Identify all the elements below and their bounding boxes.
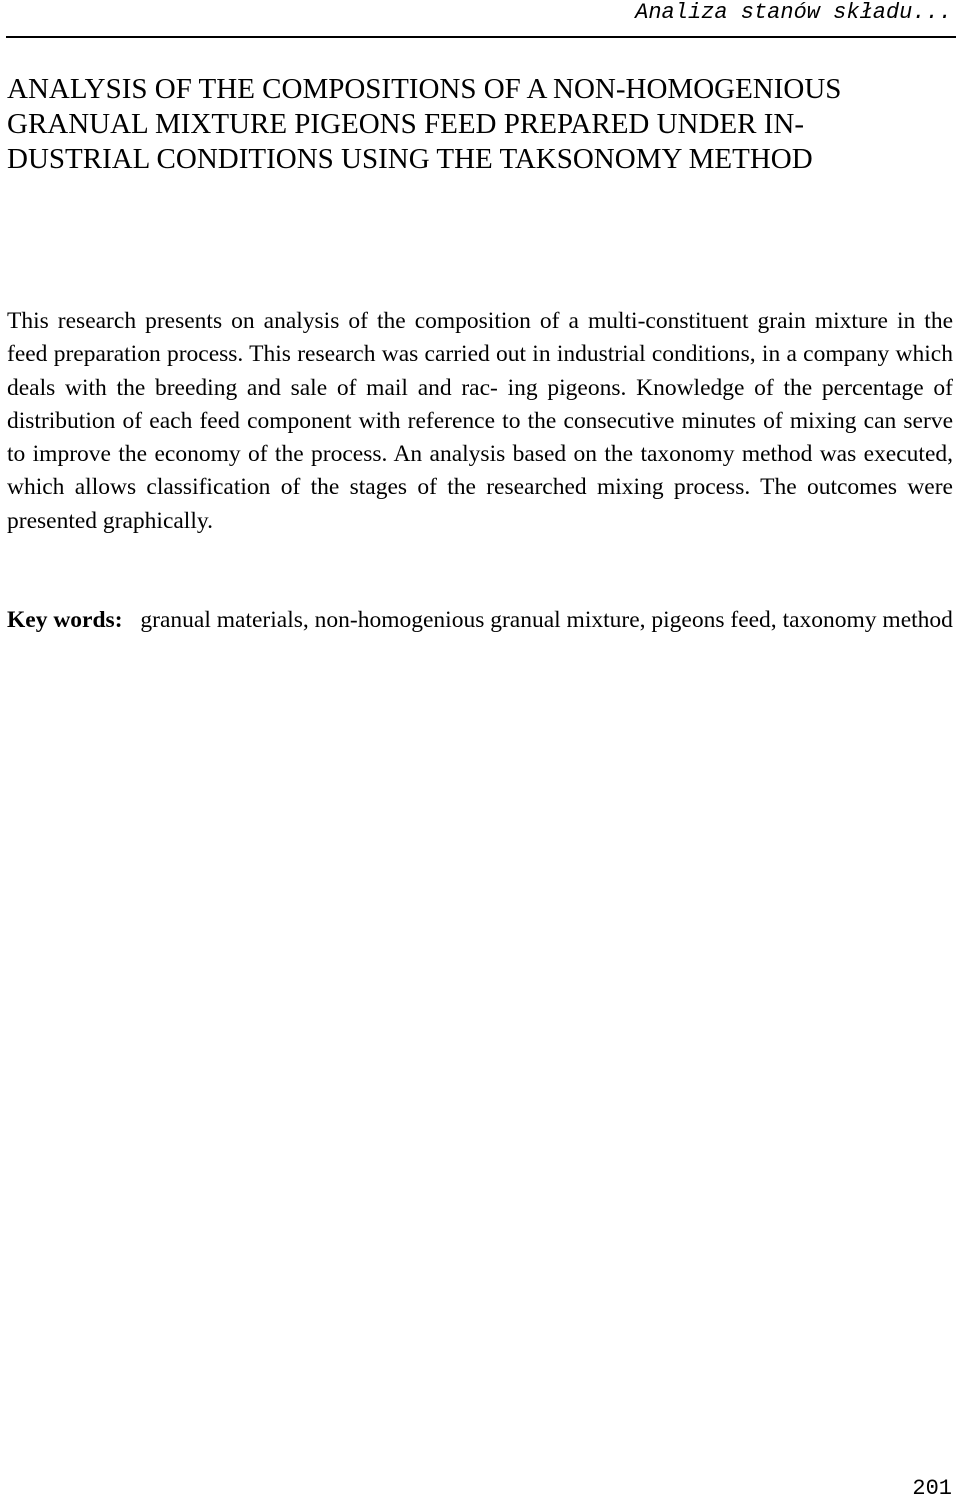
header-rule <box>6 36 956 38</box>
title-line: DUSTRIAL CONDITIONS USING THE TAKSONOMY METHOD <box>7 143 813 175</box>
abstract-line: outcomes were presented graphically. <box>7 474 953 534</box>
keywords-label: Key words: <box>7 607 123 633</box>
abstract-line: economy of the process. An analysis based on the taxonomy method was executed, <box>154 441 954 468</box>
keywords-line: taxonomy method <box>782 607 953 633</box>
title-line: ANALYSIS OF THE COMPOSITIONS OF A NON-HOMOGENIOUS <box>7 73 842 105</box>
abstract-line: which allows classification of the stages of the researched mixing process. The <box>7 474 797 501</box>
abstract <box>7 305 953 538</box>
keywords <box>7 604 953 637</box>
keywords-line: granual materials, non-homogenious granual mixture, pigeons feed, <box>140 607 777 633</box>
running-head: Analiza stanów składu... <box>635 0 952 25</box>
abstract-line: conditions, in a company which deals with the breeding and sale of mail and rac- <box>7 341 953 401</box>
page-number: 201 <box>912 1476 952 1501</box>
title-line: GRANUAL MIXTURE PIGEONS FEED PREPARED UNDER IN- <box>7 108 804 140</box>
paper-title <box>7 72 953 177</box>
abstract-line: ing pigeons. Knowledge of the percentage of distribution of each feed component <box>7 374 954 434</box>
abstract-line: with reference to the consecutive minutes of mixing can serve to improve the <box>7 407 953 468</box>
abstract-line: This research presents on analysis of the composition of a multi-constituent grain <box>7 308 806 334</box>
abstract-line: mixture in the feed preparation process. This research was carried out in industrial <box>7 308 953 368</box>
